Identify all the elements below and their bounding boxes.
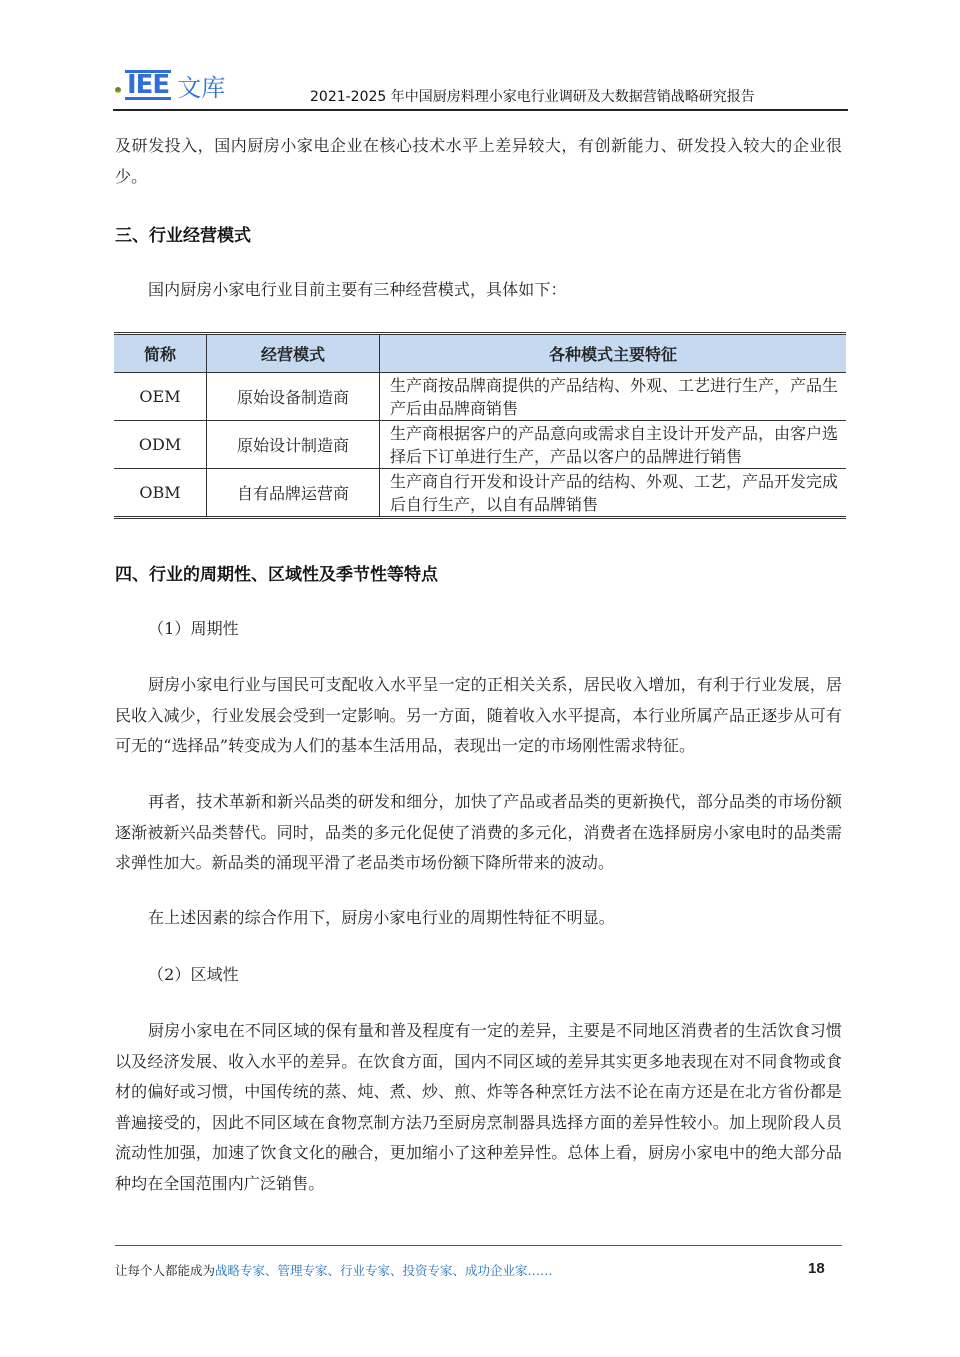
table-header-row [114,334,846,373]
header-abbr: 简称 [114,334,207,373]
paragraph-4: 在上述因素的综合作用下，厨房小家电行业的周期性特征不明显。 [148,908,615,927]
cell-abbr: OBM [114,469,207,518]
footer-slogan [115,1261,553,1279]
cell-abbr: OEM [114,373,207,421]
page-number: 18 [808,1260,825,1277]
footer-prefix: 让每个人都能成为 [115,1263,216,1278]
cell-features: 生产商按品牌商提供的产品结构、外观、工艺进行生产，产品生产后由品牌商销售 [380,373,847,421]
footer-highlight: 战略专家、管理专家、行业专家、投资专家、成功企业家…… [215,1263,553,1278]
header-features: 各种模式主要特征 [380,334,847,373]
cell-model: 原始设计制造商 [207,421,380,469]
logo [115,68,225,102]
footer-divider [115,1245,842,1246]
logo-text: 文库 [177,73,226,102]
paragraph-5: 厨房小家电在不同区域的保有量和普及程度有一定的差异，主要是不同地区消费者的生活饮食习惯以及经济发展、收入水平的差异。在饮食方面，国内不同区域的差异其实更多地表现在对不同食物或食材的偏好或习惯，中国传统的蒸、炖、煮、炒、煎、炸等各种烹饪方法不论在南方还是在北方省份都是普遍接受的，因此不同区域在食物烹制方法乃至厨房烹制器具选择方面的差异性较小。加上现阶段人员流动性加强，加速了饮食文化的融合，更加缩小了这种差异性。总体上看，厨房小家电中的绝大部分品种均在全国范围内广泛销售。 [115,1021,842,1193]
section-heading-4: 四、行业的周期性、区域性及季节性等特点 [115,565,438,585]
intro-paragraph: 国内厨房小家电行业目前主要有三种经营模式，具体如下： [148,280,567,299]
header-model: 经营模式 [207,334,380,373]
logo-dot-icon [115,87,121,93]
paragraph-1: 及研发投入，国内厨房小家电企业在核心技术水平上差异较大，有创新能力、研发投入较大的企业很少。 [115,136,842,186]
cell-features: 生产商根据客户的产品意向或需求自主设计开发产品，由客户选择后下订单进行生产，产品以客户的品牌进行销售 [380,421,847,469]
header-divider [113,109,848,111]
document-title: 2021-2025 年中国厨房料理小家电行业调研及大数据营销战略研究报告 [310,89,755,105]
cell-model: 原始设备制造商 [207,373,380,421]
table-row [114,373,846,421]
logo-mark: IEE [127,70,170,100]
table-row [114,421,846,469]
paragraph-2: 厨房小家电行业与国民可支配收入水平呈一定的正相关关系，居民收入增加，有利于行业发展，居民收入减少，行业发展会受到一定影响。另一方面，随着收入水平提高，本行业所属产品正逐步从可有可无的“选择品”转变成为人们的基本生活用品，表现出一定的市场刚性需求特征。 [115,675,842,756]
cell-model: 自有品牌运营商 [207,469,380,518]
cell-abbr: ODM [114,421,207,469]
cell-features: 生产商自行开发和设计产品的结构、外观、工艺，产品开发完成后自行生产，以自有品牌销售 [380,469,847,518]
paragraph-3: 再者，技术革新和新兴品类的研发和细分，加快了产品或者品类的更新换代，部分品类的市场份额逐渐被新兴品类替代。同时，品类的多元化促使了消费的多元化，消费者在选择厨房小家电时的品类需求弹性加大。新品类的涌现平滑了老品类市场份额下降所带来的波动。 [115,792,842,873]
subheading-regional: （2）区域性 [148,965,239,984]
business-model-table [114,332,846,519]
subheading-cyclical: （1）周期性 [148,619,239,638]
section-heading-3: 三、行业经营模式 [115,226,251,246]
table-row [114,469,846,518]
